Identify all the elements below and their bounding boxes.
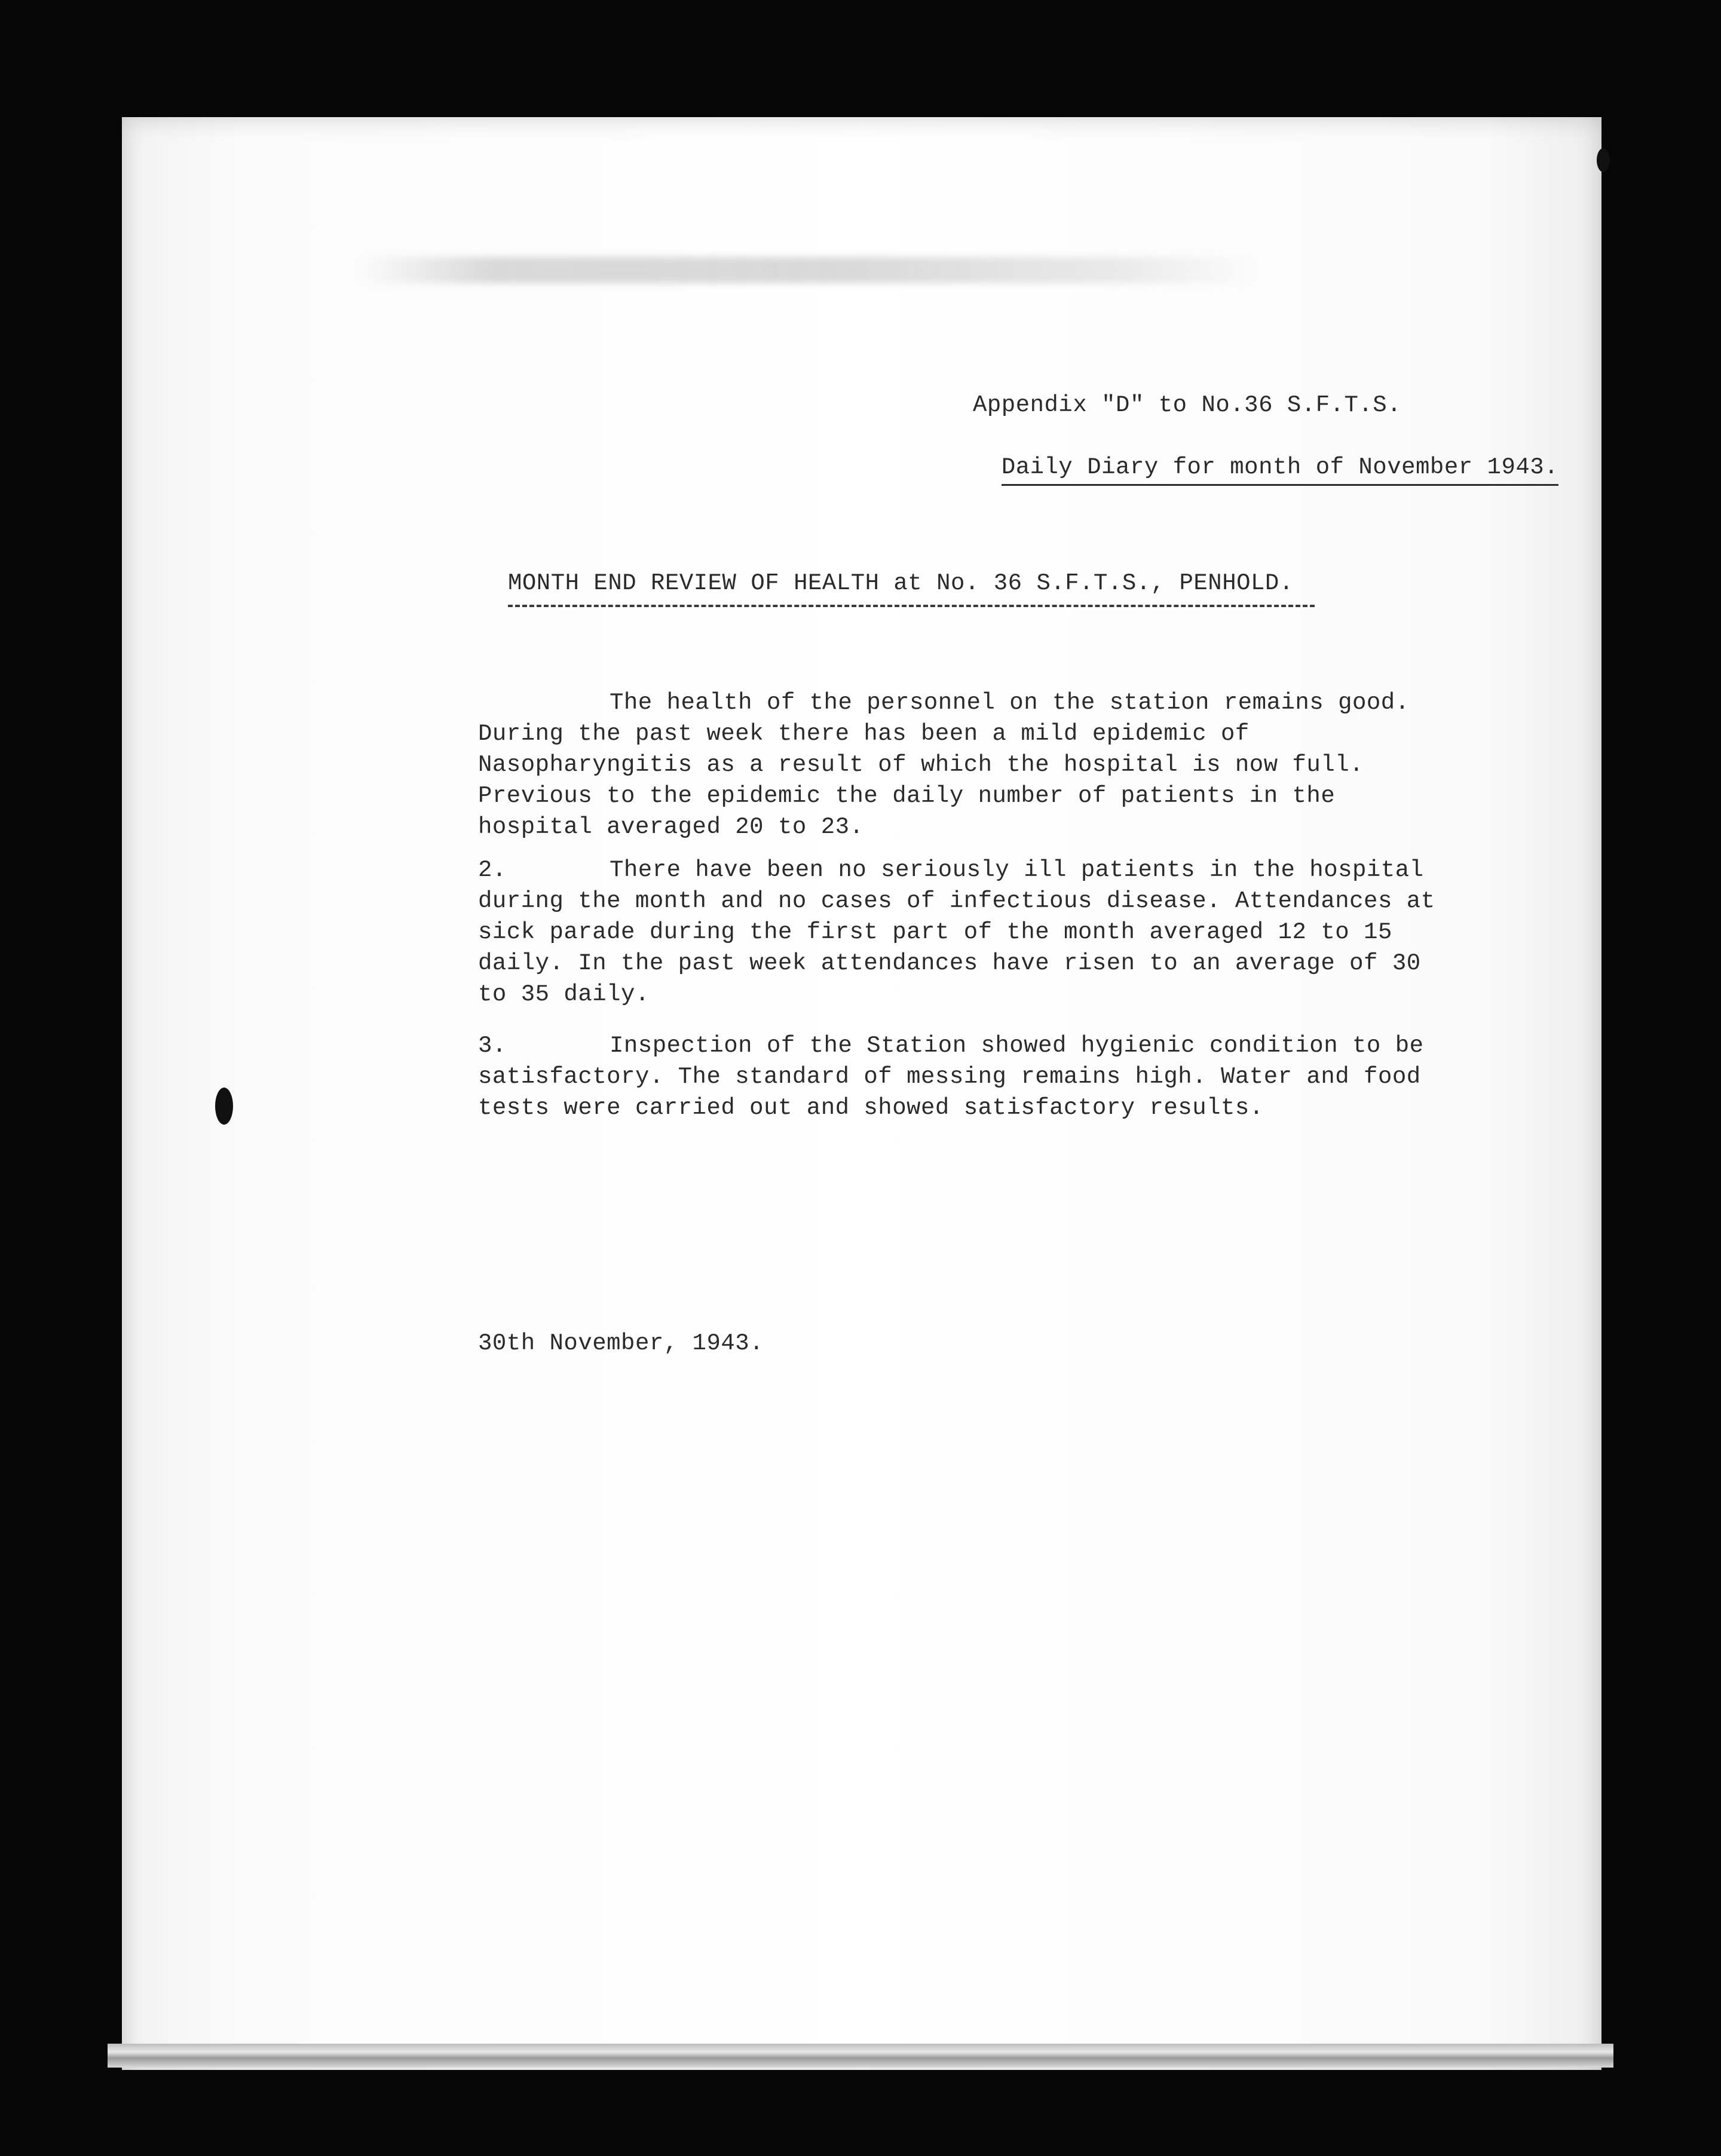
diary-line: Daily Diary for month of November 1943. — [1002, 452, 1558, 486]
title-underline — [508, 605, 1315, 607]
corner-mark — [1597, 148, 1610, 172]
appendix-line: Appendix "D" to No.36 S.F.T.S. — [973, 392, 1402, 418]
document-date: 30th November, 1943. — [478, 1330, 764, 1356]
top-smudge — [359, 257, 1255, 283]
punch-hole-mark — [215, 1088, 233, 1125]
paragraph-1 — [478, 687, 1458, 843]
page-title: MONTH END REVIEW OF HEALTH at No. 36 S.F.T.S., PENHOLD. — [508, 570, 1294, 596]
paragraph-2 — [478, 855, 1458, 1010]
paragraph-2-text: There have been no seriously ill patients in the hospital during the month and no cases of infectious disease. Attendances at sick parade during the first part of the month averaged 12 to 15 daily. In the past week attendances have risen to an average of 30 to 35 daily. — [478, 857, 1435, 1007]
paragraph-3-text: Inspection of the Station showed hygienic condition to be satisfactory. The standard of messing remains high. Water and food tests were carried out and showed satisfactory results. — [478, 1033, 1424, 1121]
appendix-header — [973, 327, 1558, 486]
paragraph-3-number: 3. — [478, 1033, 507, 1059]
paragraph-2-number: 2. — [478, 857, 507, 883]
paragraph-3 — [478, 1030, 1458, 1123]
page-bottom-edge — [108, 2044, 1613, 2068]
paragraph-1-text: The health of the personnel on the station remains good. During the past week there has been a mild epidemic of Nasopharyngitis as a result of which the hospital is now full. Previous to the epidemic the daily number of patients in the hospital averaged 20 to 23. — [478, 690, 1410, 840]
